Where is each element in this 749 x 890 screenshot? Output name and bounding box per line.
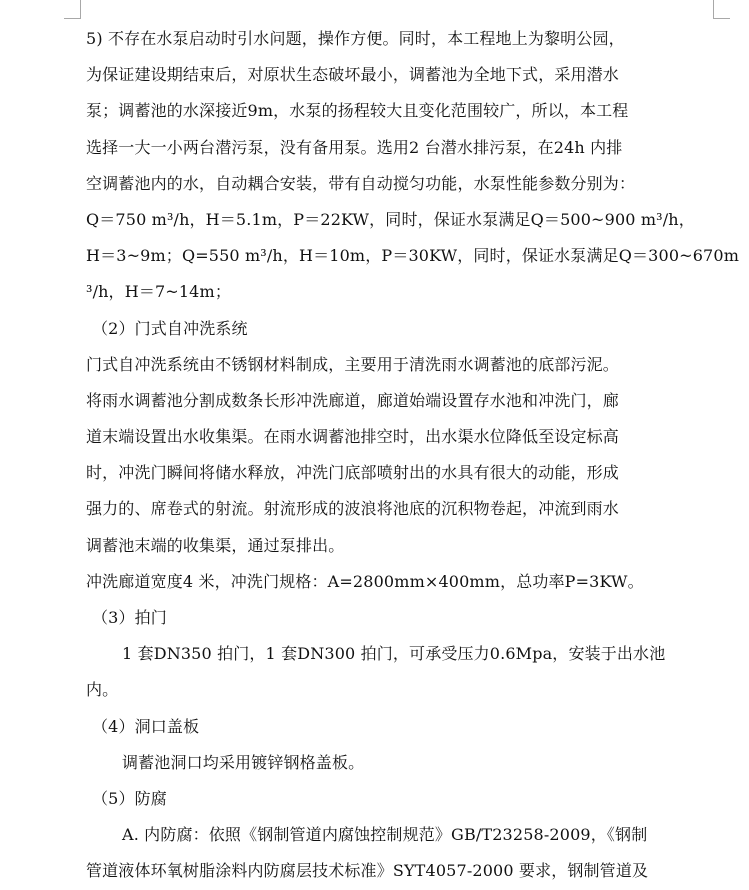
paragraph-line: H＝3~9m；Q=550 m³/h，H＝10m，P＝30KW，同时，保证水泵满足Q＝300~670m <box>86 246 740 266</box>
paragraph-line: 将雨水调蓄池分割成数条长形冲洗廊道，廊道始端设置存水池和冲洗门，廊 <box>86 390 619 410</box>
paragraph-line: 调蓄池末端的收集渠，通过泵排出。 <box>86 535 345 555</box>
paragraph-line: 冲洗廊道宽度4 米，冲洗门规格：A=2800mm×400mm，总功率P=3KW。 <box>86 571 644 591</box>
paragraph-line: 时，冲洗门瞬间将储水释放，冲洗门底部喷射出的水具有很大的动能，形成 <box>86 463 619 483</box>
paragraph-line: 内。 <box>86 680 119 700</box>
page-corner-mark-left <box>64 0 81 19</box>
page-corner-mark-right <box>713 0 730 19</box>
paragraph-line: Q＝750 m³/h，H＝5.1m，P＝22KW，同时，保证水泵满足Q＝500~900 m³/h， <box>86 209 695 229</box>
paragraph-line: ³/h，H＝7~14m； <box>86 282 231 302</box>
paragraph-line: 道末端设置出水收集渠。在雨水调蓄池排空时，出水渠水位降低至设定标高 <box>86 427 619 447</box>
section-heading: （4）洞口盖板 <box>92 716 200 736</box>
document-body[interactable] <box>86 21 740 890</box>
paragraph-line: 选择一大一小两台潜污泵，没有备用泵。选用2 台潜水排污泵，在24h 内排 <box>86 137 623 157</box>
section-heading: （3）拍门 <box>92 608 167 627</box>
paragraph-line: 调蓄池洞口均采用镀锌钢格盖板。 <box>122 752 365 772</box>
paragraph-line: 1 套DN350 拍门，1 套DN300 拍门，可承受压力0.6Mpa，安装于出水池 <box>122 644 666 664</box>
paragraph-line: 5) 不存在水泵启动时引水问题，操作方便。同时，本工程地上为黎明公园， <box>86 29 625 48</box>
paragraph-line: 空调蓄池内的水，自动耦合安装，带有自动搅匀功能，水泵性能参数分别为： <box>86 173 636 193</box>
paragraph-line: 强力的、席卷式的射流。射流形成的波浪将池底的沉积物卷起，冲流到雨水 <box>86 499 619 519</box>
paragraph-line: 为保证建设期结束后，对原状生态破坏最小，调蓄池为全地下式，采用潜水 <box>86 65 619 85</box>
paragraph-line: A. 内防腐：依照《钢制管道内腐蚀控制规范》GB/T23258-2009，《钢制 <box>122 825 648 845</box>
paragraph-line: 泵；调蓄池的水深接近9m，水泵的扬程较大且变化范围较广，所以，本工程 <box>86 101 629 121</box>
section-heading: （5）防腐 <box>92 788 167 808</box>
paragraph-line: 管道液体环氧树脂涂料内防腐层技术标准》SYT4057-2000 要求，钢制管道及 <box>86 861 649 881</box>
paragraph-line: 门式自冲洗系统由不锈钢材料制成，主要用于清洗雨水调蓄池的底部污泥。 <box>86 354 619 374</box>
section-heading: （2）门式自冲洗系统 <box>92 318 248 338</box>
